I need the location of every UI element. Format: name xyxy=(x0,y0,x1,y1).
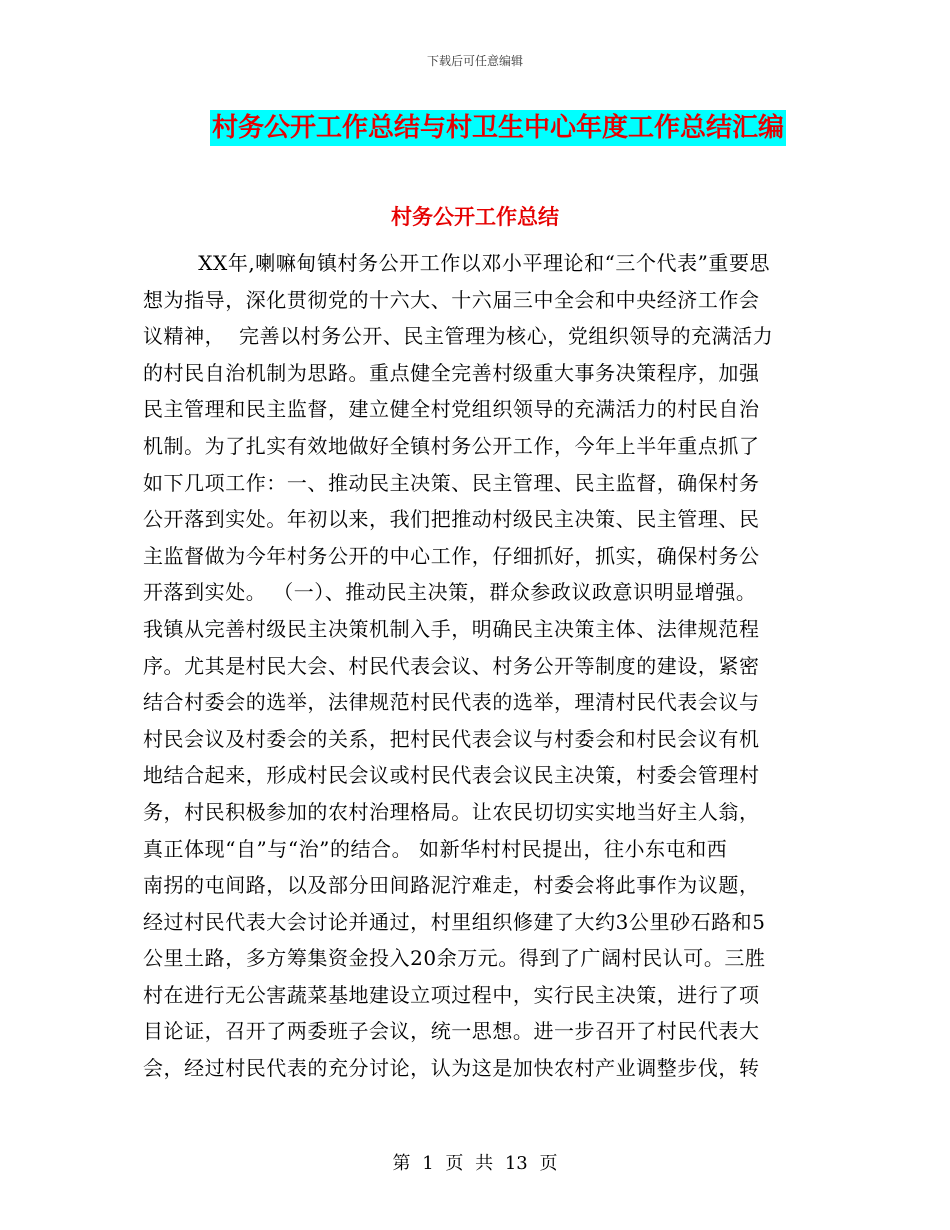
text-line: 务，村民积极参加的农村治理格局。让农民切切实实地当好主人翁， xyxy=(143,799,760,824)
text-line: 机制。为了扎实有效地做好全镇村务公开工作，今年上半年重点抓了 xyxy=(143,433,760,458)
text-line: 民主管理和民主监督，建立健全村党组织领导的充满活力的村民自治 xyxy=(143,397,760,422)
text-line: 目论证，召开了两委班子会议，统一思想。进一步召开了村民代表大 xyxy=(143,1019,760,1044)
text-line: 议精神， 完善以村务公开、民主管理为核心，党组织领导的充满活力 xyxy=(143,324,774,349)
text-line: XX年,喇嘛甸镇村务公开工作以邓小平理论和“三个代表”重要思 xyxy=(143,251,771,275)
text-line: 会，经过村民代表的充分讨论，认为这是加快农村产业调整步伐，转 xyxy=(143,1056,760,1081)
text-line: 公开落到实处。年初以来，我们把推动村级民主决策、民主管理、民 xyxy=(143,507,760,532)
text-line: 经过村民代表大会讨论并通过，村里组织修建了大约3公里砂石路和5 xyxy=(143,909,766,934)
text-line: 真正体现“自”与“治”的结合。 如新华村村民提出，往小东屯和西 xyxy=(143,836,728,861)
text-line: 如下几项工作：一、推动民主决策、民主管理、民主监督，确保村务 xyxy=(143,470,760,495)
text-line: 村在进行无公害蔬菜基地建设立项过程中，实行民主决策，进行了项 xyxy=(143,982,760,1007)
text-line: 开落到实处。 （一）、推动民主决策，群众参政议政意识明显增强。 xyxy=(143,580,757,605)
text-line: 公里土路，多方筹集资金投入20余万元。得到了广阔村民认可。三胜 xyxy=(143,946,766,971)
text-line: 我镇从完善村级民主决策机制入手，明确民主决策主体、法律规范程 xyxy=(143,616,760,641)
page-number: 第 1 页 共 13 页 xyxy=(392,1153,558,1174)
document-title: 村务公开工作总结与村卫生中心年度工作总结汇编 xyxy=(210,110,786,146)
body-text xyxy=(143,245,818,1087)
text-line: 主监督做为今年村务公开的中心工作，仔细抓好，抓实，确保村务公 xyxy=(143,543,760,568)
text-line: 村民会议及村委会的关系，把村民代表会议与村委会和村民会议有机 xyxy=(143,726,760,751)
text-line: 的村民自治机制为思路。重点健全完善村级重大事务决策程序，加强 xyxy=(143,360,760,385)
section-title: 村务公开工作总结 xyxy=(391,205,559,229)
text-line: 南拐的屯间路，以及部分田间路泥泞难走，村委会将此事作为议题， xyxy=(143,873,760,898)
document-title-container xyxy=(0,110,950,146)
page-header-note: 下载后可任意编辑 xyxy=(426,54,523,68)
text-line: 序。尤其是村民大会、村民代表会议、村务公开等制度的建设，紧密 xyxy=(143,653,760,678)
text-line: 地结合起来，形成村民会议或村民代表会议民主决策，村委会管理村 xyxy=(143,763,760,788)
text-line: 结合村委会的选举，法律规范村民代表的选举，理清村民代表会议与 xyxy=(143,690,760,715)
text-line: 想为指导，深化贯彻党的十六大、十六届三中全会和中央经济工作会 xyxy=(143,287,760,312)
